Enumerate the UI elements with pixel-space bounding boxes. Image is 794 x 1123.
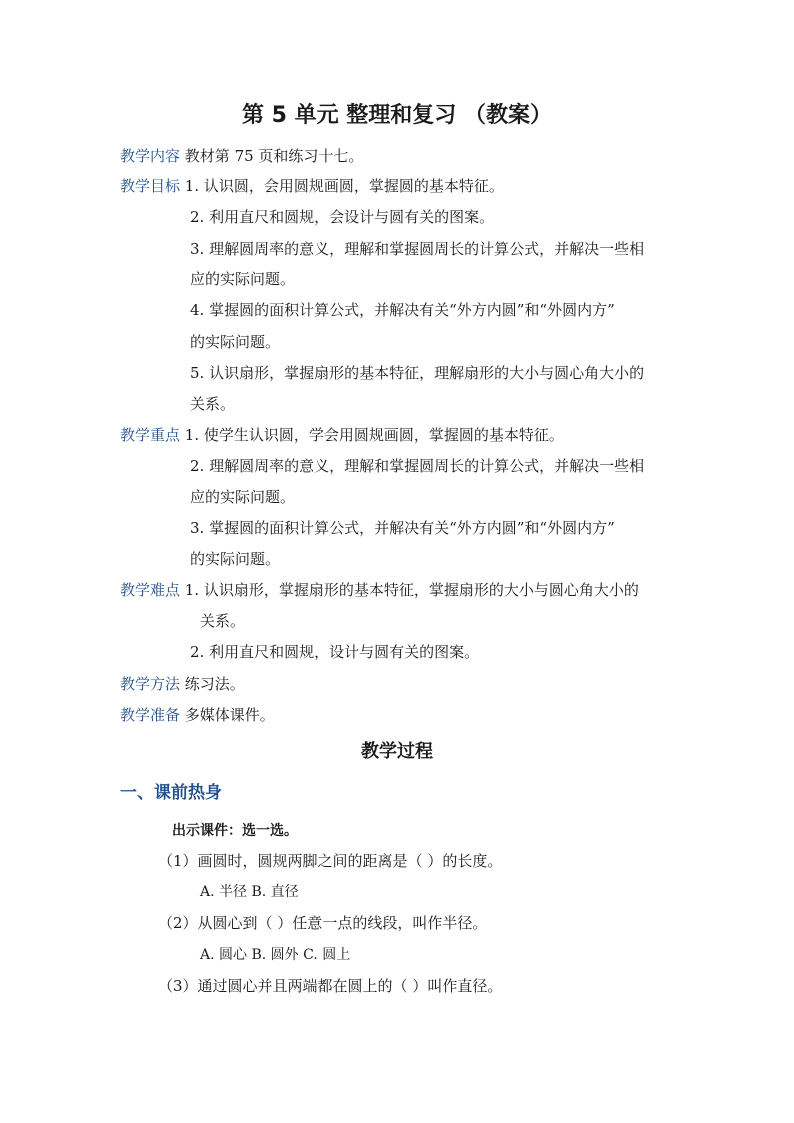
keypoints-row bbox=[120, 424, 564, 446]
question-line: （2）从圆心到（ ）任意一点的线段，叫作半径。 bbox=[158, 914, 488, 932]
content-label: 教学内容 bbox=[120, 147, 181, 165]
difficulties-label: 教学难点 bbox=[120, 581, 181, 599]
section-intro: 出示课件：选一选。 bbox=[172, 823, 298, 839]
difficulties-line: 2. 利用直尺和圆规，设计与圆有关的图案。 bbox=[190, 643, 480, 661]
goals-line: 5. 认识扇形，掌握扇形的基本特征，理解扇形的大小与圆心角大小的 bbox=[190, 364, 645, 382]
question-options: A. 半径 B. 直径 bbox=[200, 884, 299, 900]
goals-label: 教学目标 bbox=[120, 177, 181, 195]
content-text: 教材第 75 页和练习十七。 bbox=[184, 147, 364, 165]
keypoints-line: 应的实际问题。 bbox=[190, 488, 296, 506]
question-options: A. 圆心 B. 圆外 C. 圆上 bbox=[200, 947, 351, 963]
question-line: （1）画圆时，圆规两脚之间的距离是（ ）的长度。 bbox=[158, 852, 503, 870]
goals-line: 关系。 bbox=[190, 395, 236, 413]
question-line: （3）通过圆心并且两端都在圆上的（ ）叫作直径。 bbox=[158, 977, 503, 995]
section-heading: 一、课前热身 bbox=[120, 783, 222, 803]
page-title: 第 5 单元 整理和复习 （教案） bbox=[242, 103, 552, 128]
method-text: 练习法。 bbox=[184, 675, 245, 693]
method-row bbox=[120, 673, 245, 695]
preparation-row bbox=[120, 704, 275, 726]
goals-line: 2. 利用直尺和圆规，会设计与圆有关的图案。 bbox=[190, 208, 495, 226]
difficulties-line: 关系。 bbox=[200, 612, 246, 630]
keypoints-label: 教学重点 bbox=[120, 426, 181, 444]
goals-line: 应的实际问题。 bbox=[190, 270, 296, 288]
preparation-label: 教学准备 bbox=[120, 706, 181, 724]
goals-line: 的实际问题。 bbox=[190, 333, 281, 351]
keypoints-line: 3. 掌握圆的面积计算公式，并解决有关“外方内圆”和“外圆内方” bbox=[190, 519, 615, 537]
difficulties-line: 1. 认识扇形，掌握扇形的基本特征，掌握扇形的大小与圆心角大小的 bbox=[184, 581, 639, 599]
preparation-text: 多媒体课件。 bbox=[184, 706, 275, 724]
goals-line: 4. 掌握圆的面积计算公式，并解决有关“外方内圆”和“外圆内方” bbox=[190, 301, 615, 319]
process-title: 教学过程 bbox=[361, 741, 433, 762]
keypoints-line: 的实际问题。 bbox=[190, 550, 281, 568]
goals-line: 3. 理解圆周率的意义，理解和掌握圆周长的计算公式，并解决一些相 bbox=[190, 240, 645, 258]
keypoints-line: 1. 使学生认识圆，学会用圆规画圆，掌握圆的基本特征。 bbox=[184, 426, 564, 444]
content-row bbox=[120, 145, 363, 167]
goals-line: 1. 认识圆，会用圆规画圆，掌握圆的基本特征。 bbox=[184, 177, 504, 195]
goals-row bbox=[120, 175, 504, 197]
method-label: 教学方法 bbox=[120, 675, 181, 693]
difficulties-row bbox=[120, 579, 639, 601]
keypoints-line: 2. 理解圆周率的意义，理解和掌握圆周长的计算公式，并解决一些相 bbox=[190, 457, 645, 475]
